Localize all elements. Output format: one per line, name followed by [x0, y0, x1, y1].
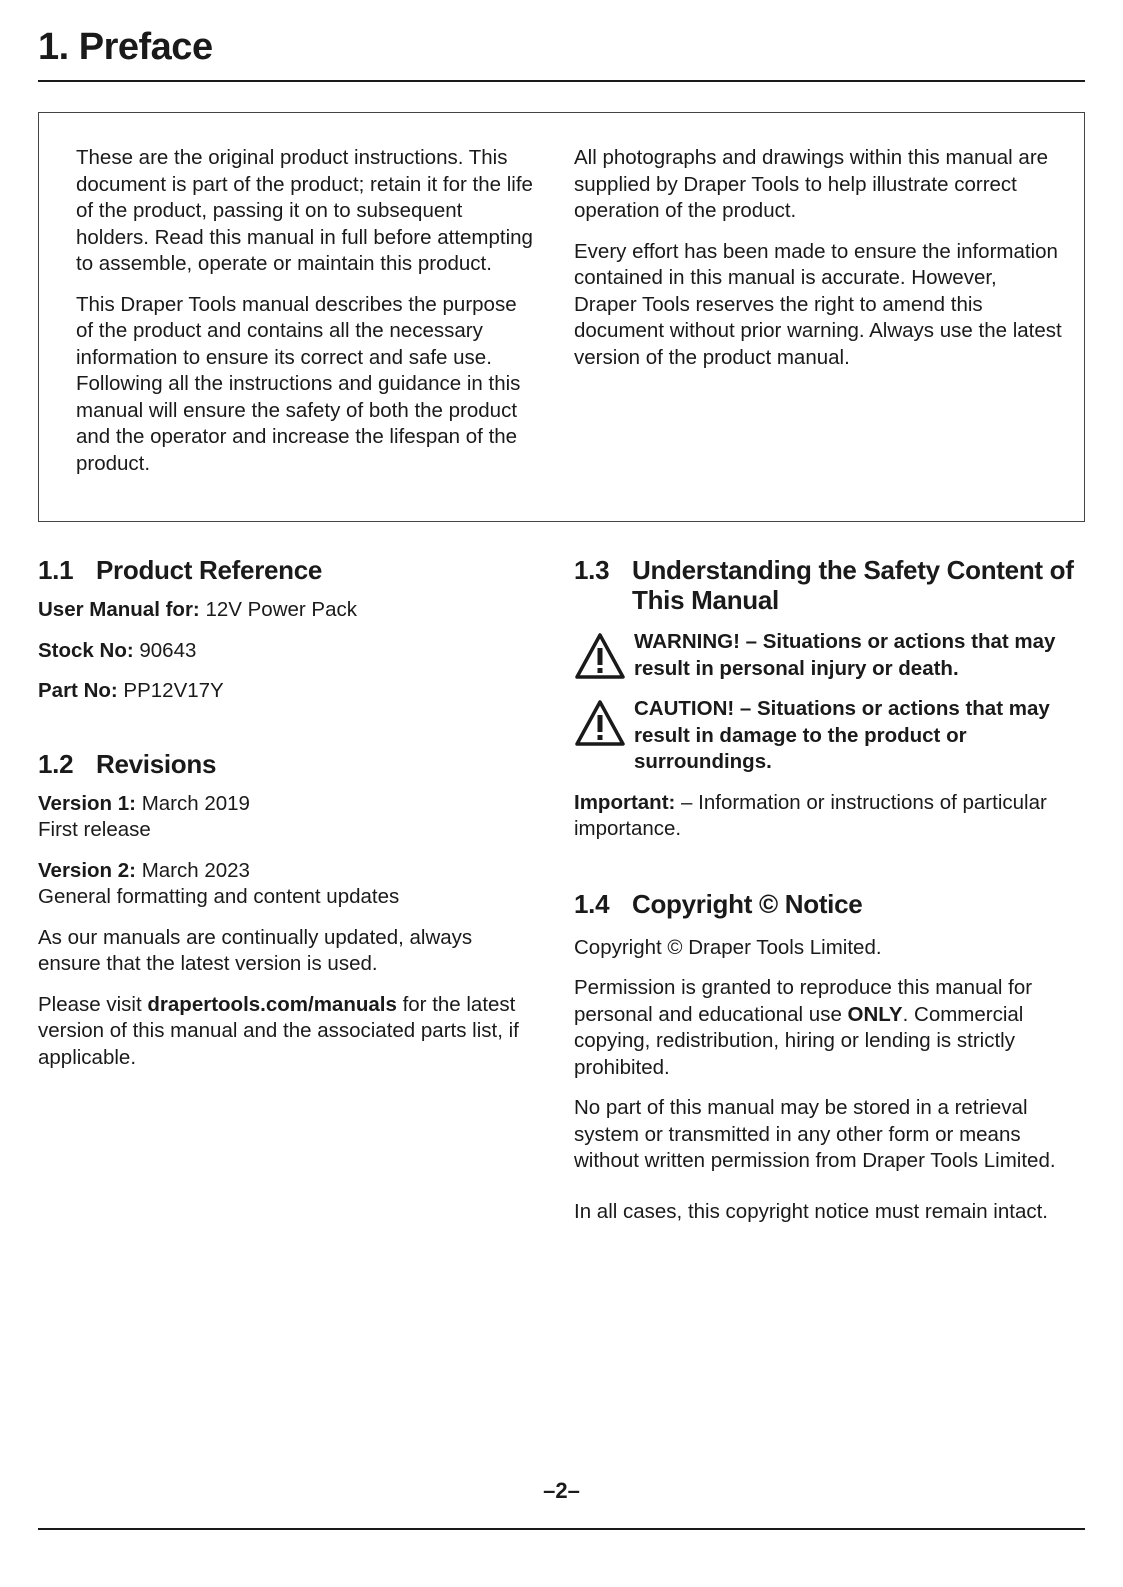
visit-website-text: [38, 992, 528, 1072]
caution-triangle-icon: [574, 699, 626, 747]
revisions-note: As our manuals are continually updated, always ensure that the latest version is used.: [38, 925, 473, 975]
section-heading-product-reference: [38, 555, 528, 585]
version-date: March 2019: [136, 791, 250, 815]
revision-entry: [38, 858, 528, 911]
field-label: User Manual for:: [38, 598, 200, 621]
section-number: 1.4: [574, 888, 610, 919]
field-value: 12V Power Pack: [199, 598, 357, 621]
stock-no-field: [38, 638, 528, 665]
caution-text: CAUTION! – Situations or actions that may result in damage to the product or surroundings.: [634, 697, 1050, 773]
section-heading-copyright: [574, 889, 1084, 919]
manual-for-field: [38, 597, 528, 624]
preface-paragraph: Every effort has been made to ensure the information contained in this manual is accurate. However, Draper Tools reserves the right to amend this document without prior warning. Always use the latest version of the product manual.: [574, 239, 1062, 369]
preface-paragraph: All photographs and drawings within this manual are supplied by Draper Tools to help illustrate correct operation of the product.: [574, 146, 1049, 222]
copyright-line: Copyright © Draper Tools Limited.: [574, 935, 882, 959]
bottom-divider: [38, 1528, 1085, 1530]
preface-paragraph: These are the original product instructions. This document is part of the product; retain it for the life of the product, passing it on to subsequent holders. Read this manual in full before attempting to assemble, operate or maintain this product.: [76, 146, 533, 275]
version-date: March 2023: [136, 858, 250, 882]
warning-text: WARNING! – Situations or actions that may result in personal injury or death.: [634, 630, 1056, 680]
main-right-column: [574, 555, 1084, 1239]
revision-entry: [38, 791, 528, 844]
permission-text-post: . Commercial copying, redistribution, hiring or lending is strictly prohibited.: [574, 1002, 1024, 1079]
important-label: Important:: [574, 790, 676, 814]
field-value: PP12V17Y: [117, 679, 224, 702]
version-label: Version 1:: [38, 791, 136, 815]
section-heading-revisions: [38, 749, 528, 779]
warning-notice: [574, 629, 1084, 682]
page-number: –2–: [543, 1478, 580, 1503]
field-label: Stock No:: [38, 638, 134, 662]
version-description: First release: [38, 818, 151, 841]
caution-notice: [574, 696, 1084, 776]
top-divider: [38, 80, 1085, 82]
important-text: – Information or instructions of particular importance.: [574, 790, 1047, 840]
section-title: Copyright © Notice: [632, 888, 863, 919]
main-left-column: [38, 555, 528, 1085]
important-notice: [574, 790, 1084, 843]
permission-text-pre: Permission is granted to reproduce this manual for personal and educational use: [574, 976, 1033, 1026]
visit-text-post: for the latest version of this manual and the associated parts list, if applicable.: [38, 992, 519, 1069]
preface-right-column: [574, 145, 1064, 385]
field-value: 90643: [133, 638, 197, 662]
visit-text-pre: Please visit: [38, 992, 148, 1016]
section-number: 1.3: [574, 555, 610, 585]
permission-emphasis: ONLY: [847, 1002, 903, 1026]
intact-paragraph: In all cases, this copyright notice must remain intact.: [574, 1199, 1048, 1223]
preface-left-column: [76, 145, 536, 491]
permission-paragraph: [574, 975, 1084, 1081]
section-number: 1.1: [38, 555, 74, 585]
version-description: General formatting and content updates: [38, 885, 400, 908]
section-title: Revisions: [96, 748, 217, 779]
section-title: Understanding the Safety Content of This Manual: [632, 555, 1074, 615]
section-number: 1.2: [38, 748, 74, 779]
section-title: Product Reference: [96, 555, 323, 585]
warning-triangle-icon: [574, 632, 626, 680]
part-no-field: [38, 678, 528, 705]
version-label: Version 2:: [38, 858, 136, 882]
page-title: 1. Preface: [38, 26, 213, 68]
section-heading-safety: [574, 555, 1084, 615]
field-label: Part No:: [38, 679, 118, 702]
preface-paragraph: This Draper Tools manual describes the purpose of the product and contains all the necessary information to ensure its correct and safe use. Following all the instructions and guidance in this manual will ensure the safety of both the product and the operator and increase the lifespan of the product.: [76, 292, 521, 475]
storage-paragraph: No part of this manual may be stored in a retrieval system or transmitted in any other form or means without written permission from Draper Tools Limited.: [574, 1096, 1056, 1172]
manuals-link[interactable]: drapertools.com/manuals: [147, 992, 397, 1016]
